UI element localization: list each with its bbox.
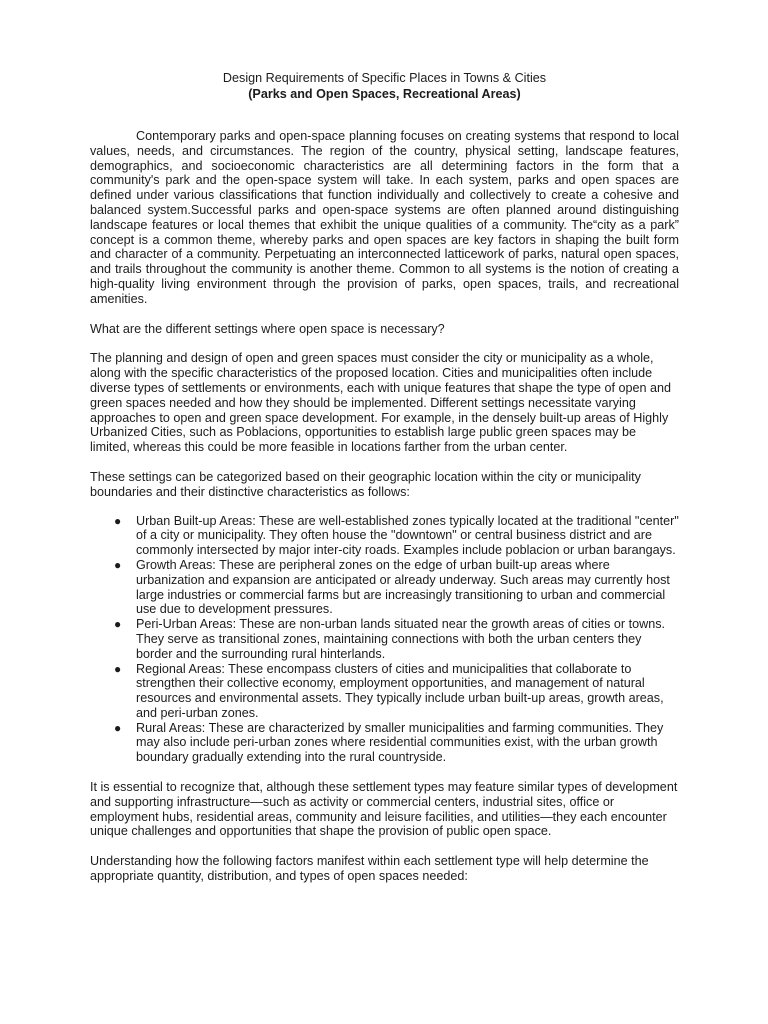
categorization-intro: These settings can be categorized based on their geographic location within the city or municipality boundaries and their distinctive characteristics as follows: (90, 469, 641, 499)
settings-list (90, 514, 679, 766)
bullet-icon: ● (114, 720, 122, 735)
bullet-icon: ● (114, 617, 122, 632)
understanding-paragraph: Understanding how the following factors manifest within each settlement type will help determine the appropriate quantity, distribution, and types of open spaces needed: (90, 854, 649, 884)
question-paragraph: What are the different settings where open space is necessary? (90, 321, 445, 336)
list-item (114, 617, 679, 661)
planning-paragraph: The planning and design of open and green spaces must consider the city or municipality as a whole, along with the specific characteristics of the proposed location. Cities and municipalities often include diverse types of settlements or environments, each with unique features that shape the type of open and green spaces needed and how they should be implemented. Different settings necessitate varying approaches to open and green space development. For example, in the densely built-up areas of Highly Urbanized Cities, such as Poblacions, opportunities to establish large public green spaces may be limited, whereas this could be more feasible in locations farther from the urban center. (90, 351, 672, 455)
document-subtitle: (Parks and Open Spaces, Recreational Areas) (248, 87, 521, 101)
list-item-text: Rural Areas: These are characterized by smaller municipalities and farming communities. They may also include peri-urban zones where residential communities exist, with the urban growth boundary gradually extending into the rural countryside. (136, 720, 664, 765)
document-title: Design Requirements of Specific Places in Towns & Cities (222, 71, 547, 85)
list-item (114, 720, 679, 765)
bullet-icon: ● (114, 557, 122, 572)
list-item-text: Regional Areas: These encompass clusters of cities and municipalities that collaborate to strengthen their collective economy, employment opportunities, and management of natural resources and environmental assets. They typically include urban built-up areas, growth areas, and peri-urban zones. (136, 661, 664, 720)
list-item (114, 513, 679, 558)
list-item (114, 661, 679, 721)
list-item-text: Urban Built-up Areas: These are well-established zones typically located at the traditional "center" of a city or municipality. They often house the "downtown" or central business district and are commonly intersected by major inter-city roads. Examples include poblacion or urban barangays. (136, 513, 679, 558)
bullet-icon: ● (114, 513, 122, 528)
list-item-text: Peri-Urban Areas: These are non-urban lands situated near the growth areas of cities or towns. They serve as transitional zones, maintaining connections with both the urban centers they border and the surrounding rural hinterlands. (136, 617, 665, 661)
essential-paragraph: It is essential to recognize that, although these settlement types may feature similar types of development and supporting infrastructure—such as activity or commercial centers, industrial sites, office or employment hubs, residential areas, community and leisure facilities, and utilities—they each encounter unique challenges and opportunities that shape the provision of public open space. (90, 780, 678, 839)
intro-paragraph: Contemporary parks and open-space planning focuses on creating systems that respond to local values, needs, and circumstances. The region of the country, physical setting, landscape features, demographics, and socioeconomic characteristics are all determining factors in the form that a community's park and the open-space system will take. In each system, parks and open spaces are defined under various classifications that function individually and collectively to create a cohesive and balanced system.Successful parks and open-space systems are often planned around distinguishing landscape features or local themes that exhibit the unique qualities of a community. The“city as a park” concept is a common theme, whereby parks and open spaces are key factors in shaping the built form and character of a community. Perpetuating an interconnected latticework of parks, natural open spaces, and trails throughout the community is another theme. Common to all systems is the notion of creating a high-quality living environment through the provision of parks, open spaces, trails, and recreational amenities. (90, 129, 679, 306)
list-item (114, 557, 679, 617)
bullet-icon: ● (114, 661, 122, 676)
list-item-text: Growth Areas: These are peripheral zones on the edge of urban built-up areas where urbanization and expansion are anticipated or already underway. Such areas may currently host large industries or commercial farms but are increasingly transitioning to urban and commercial use due to development pressures. (136, 557, 670, 617)
